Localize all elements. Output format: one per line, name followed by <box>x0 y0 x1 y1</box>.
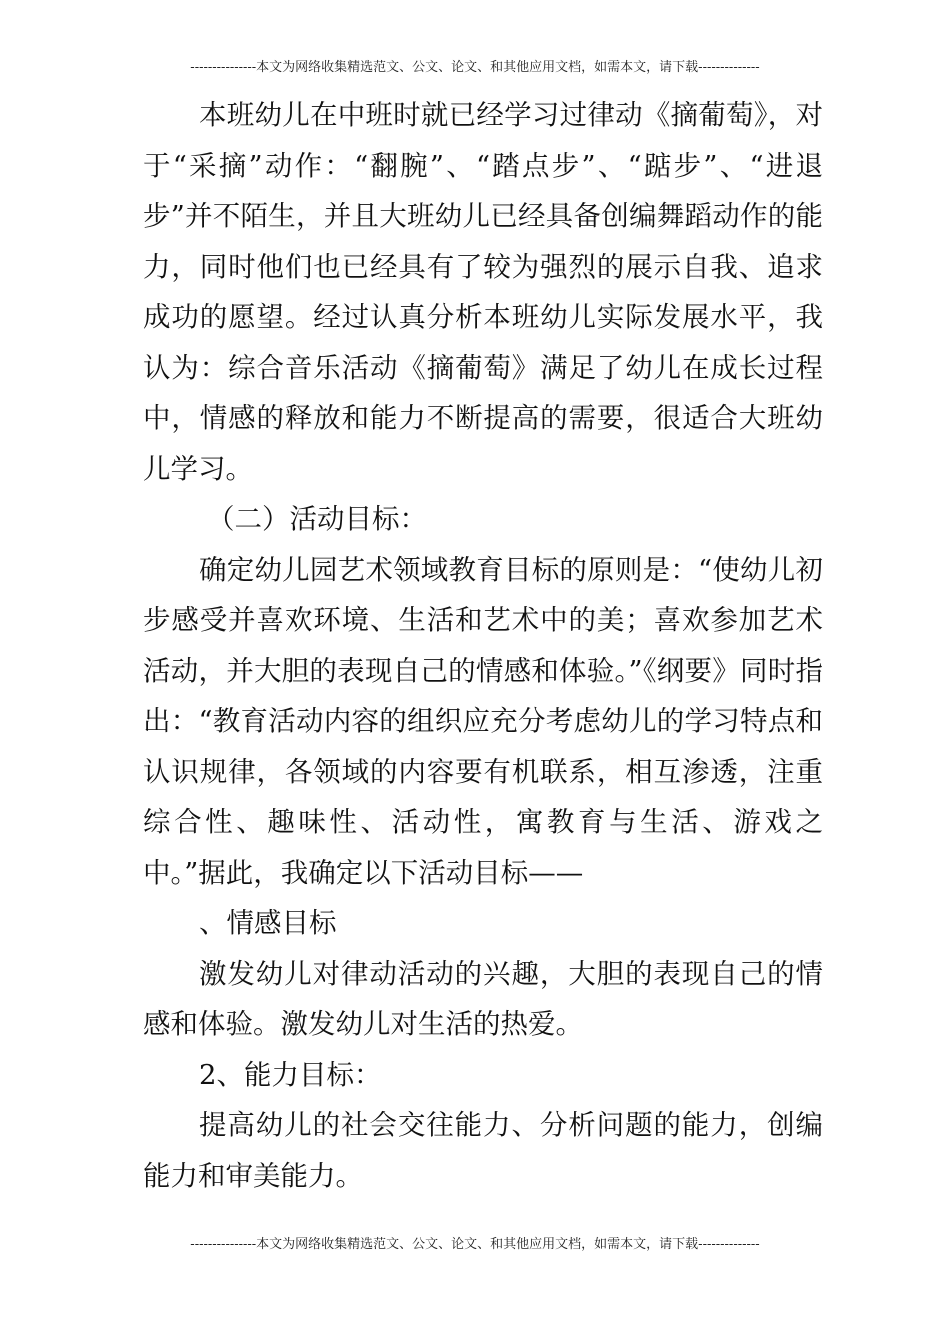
paragraph-emotion-goal: 激发幼儿对律动活动的兴趣，大胆的表现自己的情感和体验。激发幼儿对生活的热爱。 <box>143 957 823 1040</box>
subheading-emotion-goal: 、情感目标 <box>199 907 337 939</box>
section-heading-activity-goals: （二）活动目标： <box>207 503 427 535</box>
document-body <box>143 90 823 1201</box>
subheading-ability-goal: 2、能力目标： <box>199 1058 382 1091</box>
header-banner: ---------------本文为网络收集精选范文、公文、论文、和其他应用文档，如需本文，请下载-------------- <box>190 60 760 75</box>
footer-banner: ---------------本文为网络收集精选范文、公文、论文、和其他应用文档，如需本文，请下载-------------- <box>190 1237 760 1252</box>
paragraph-ability-goal: 提高幼儿的社会交往能力、分析问题的能力，创编能力和审美能力。 <box>143 1109 823 1192</box>
paragraph-goal-principles: 确定幼儿园艺术领域教育目标的原则是：“使幼儿初步感受并喜欢环境、生活和艺术中的美；喜欢参加艺术活动，并大胆的表现自己的情感和体验。”《纲要》同时指出：“教育活动内容的组织应充分考虑幼儿的学习特点和认识规律，各领域的内容要有机联系，相互渗透，注重综合性、趣味性、活动性，寓教育与生活、游戏之中。”据此，我确定以下活动目标—— <box>143 553 823 889</box>
paragraph-class-background: 本班幼儿在中班时就已经学习过律动《摘葡萄》，对于“采摘”动作：“翻腕”、“踏点步”、“踮步”、“进退步”并不陌生，并且大班幼儿已经具备创编舞蹈动作的能力，同时他们也已经具有了较为强烈的展示自我、追求成功的愿望。经过认真分析本班幼儿实际发展水平，我认为：综合音乐活动《摘葡萄》满足了幼儿在成长过程中，情感的释放和能力不断提高的需要，很适合大班幼儿学习。 <box>143 99 823 485</box>
